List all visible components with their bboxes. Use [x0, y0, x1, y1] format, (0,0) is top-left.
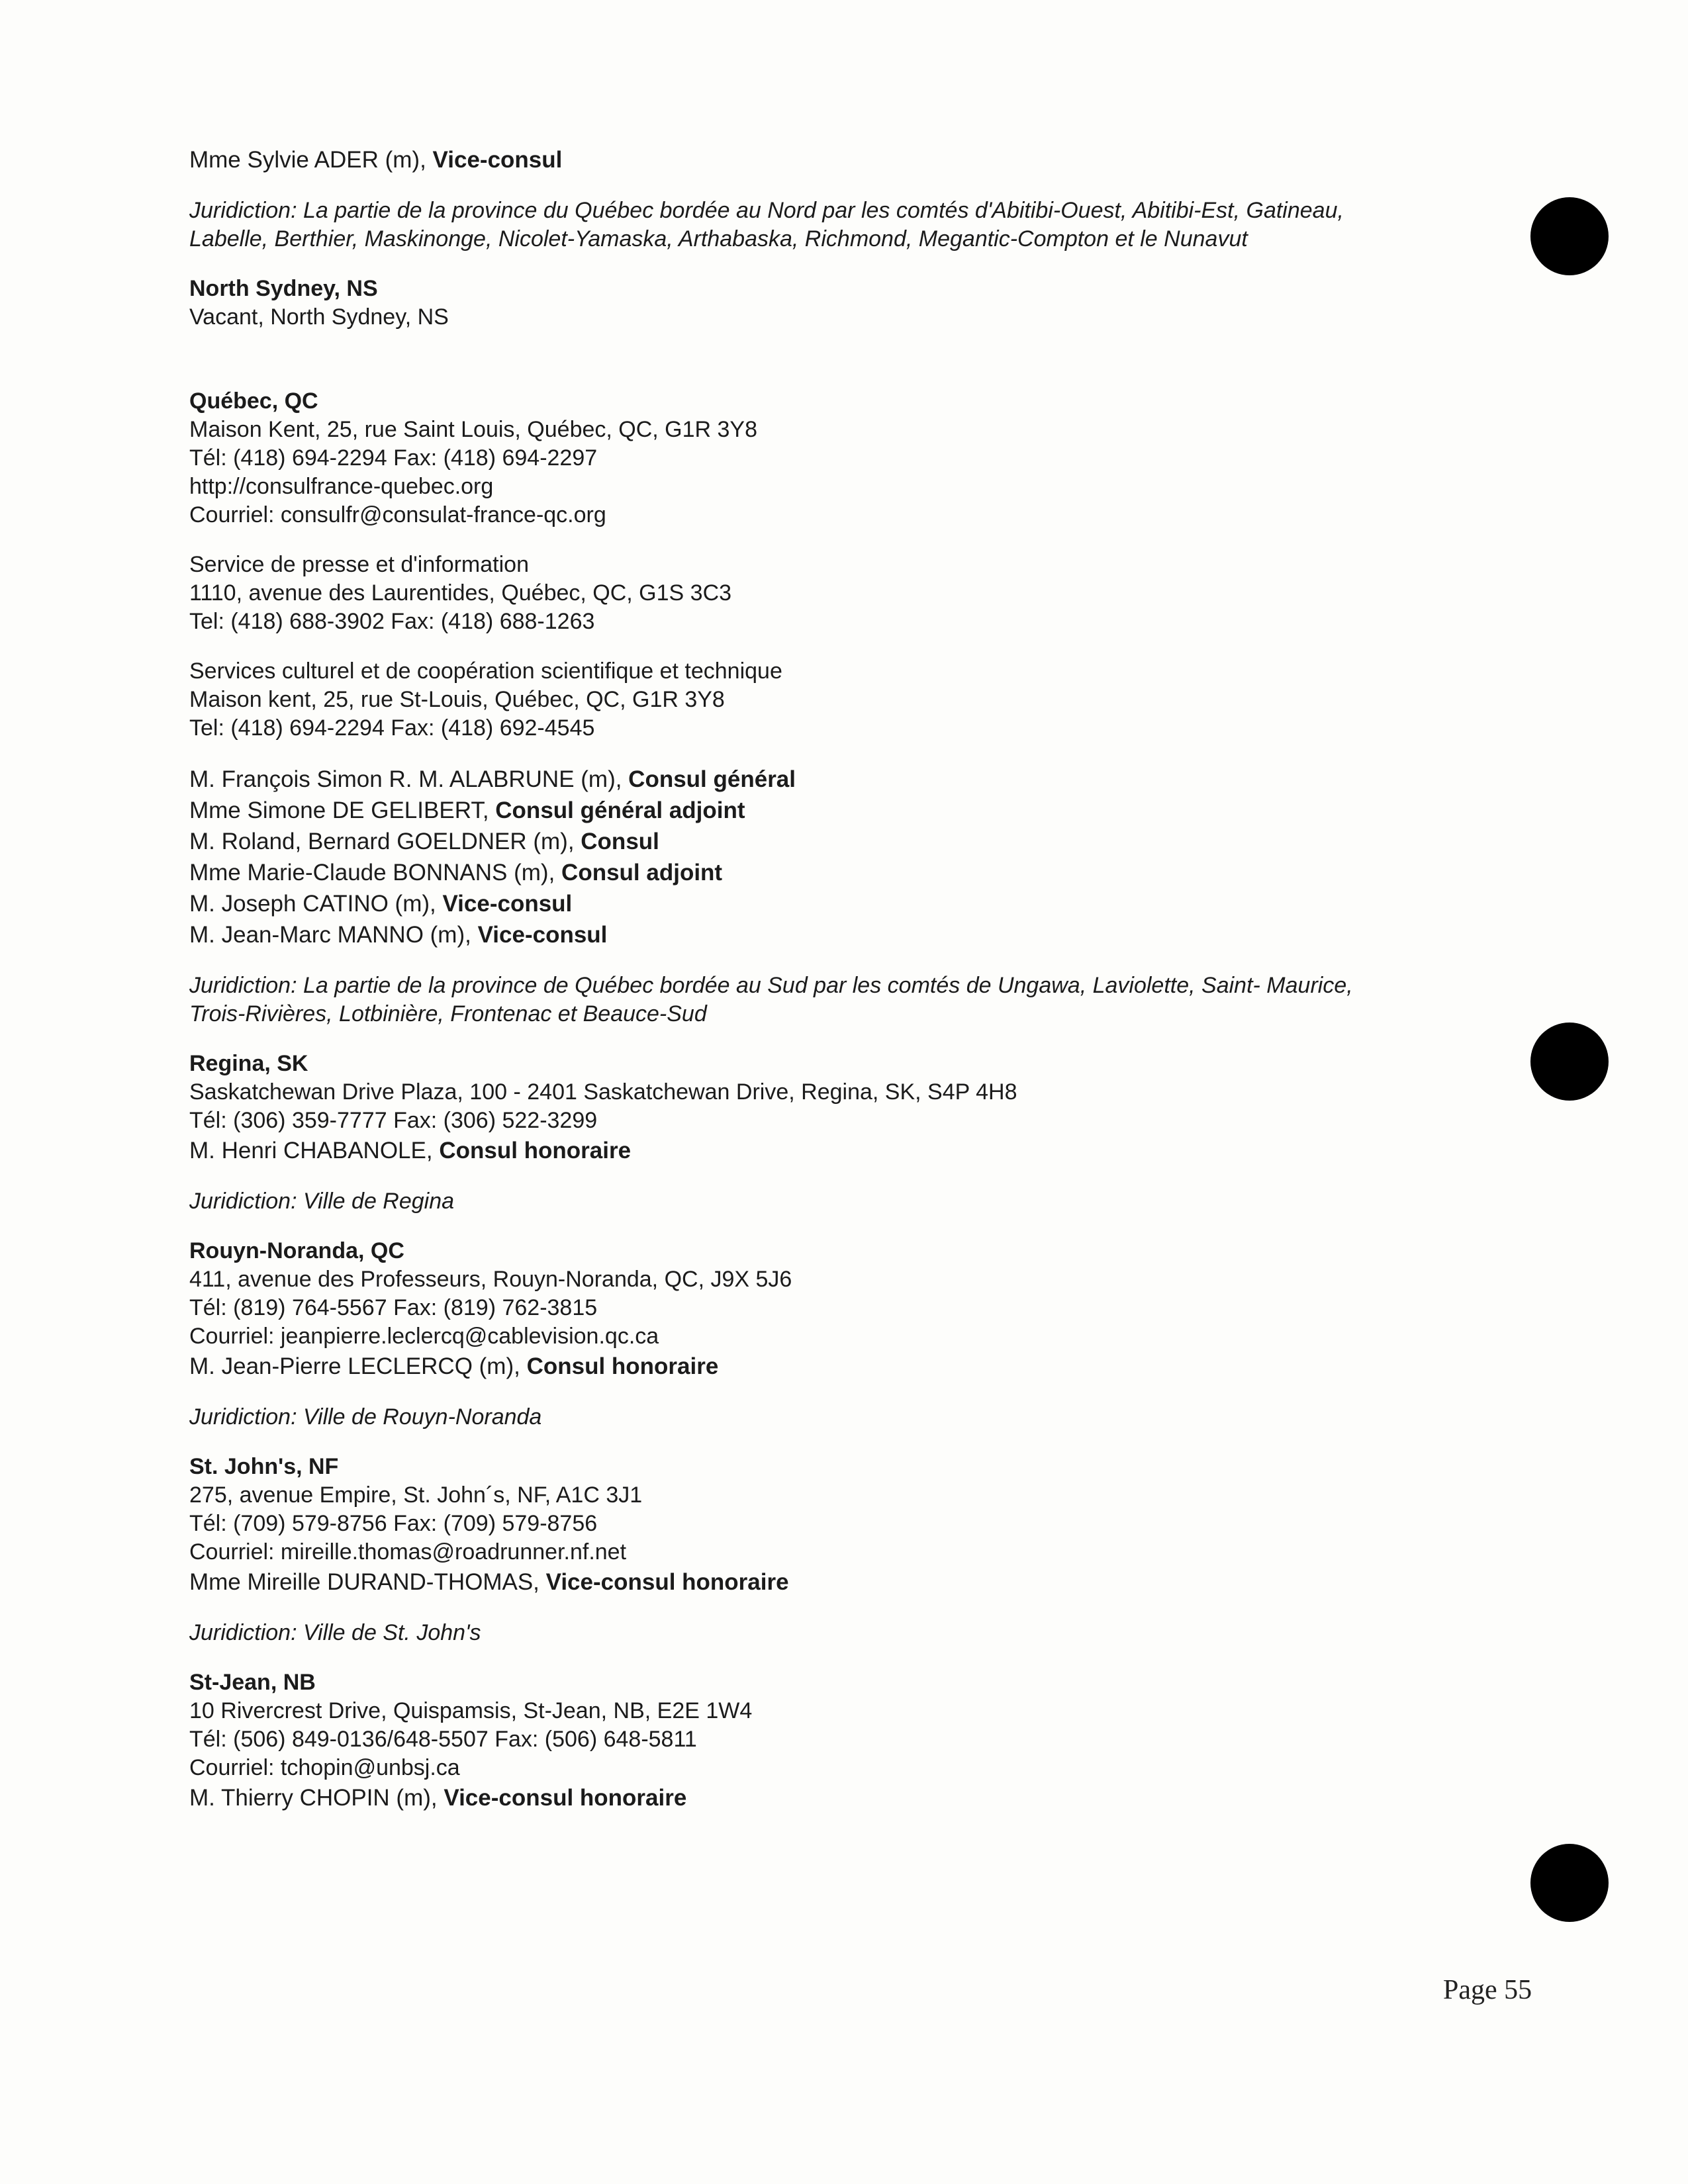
section-heading-quebec: Québec, QC — [189, 388, 318, 414]
website-line: http://consulfrance-quebec.org — [189, 474, 494, 499]
jurisdiction-text: Juridiction: La partie de la province du Québec bordée au Nord par les comtés d'Abitibi-Ouest, Abitibi-Est, Gatineau, — [189, 198, 1344, 223]
phone-line: Tél: (506) 849-0136/648-5507 Fax: (506) 648-5811 — [189, 1727, 697, 1752]
address-line: 1110, avenue des Laurentides, Québec, QC, G1S 3C3 — [189, 580, 732, 606]
section-heading-rouyn-noranda: Rouyn-Noranda, QC — [189, 1238, 404, 1263]
culture-service-line: Services culturel et de coopération scientifique et technique — [189, 659, 782, 684]
email-line: Courriel: jeanpierre.leclercq@cablevision.qc.ca — [189, 1324, 659, 1349]
jurisdiction-text: Juridiction: La partie de la province de Québec bordée au Sud par les comtés de Ungawa, Laviolette, Saint- Maurice, — [189, 973, 1353, 998]
section-heading-st-jean: St-Jean, NB — [189, 1670, 316, 1695]
address-line: 10 Rivercrest Drive, Quispamsis, St-Jean, NB, E2E 1W4 — [189, 1698, 753, 1723]
address-line: Maison Kent, 25, rue Saint Louis, Québec, QC, G1R 3Y8 — [189, 417, 758, 442]
punch-hole-middle — [1530, 1023, 1609, 1101]
address-line: Vacant, North Sydney, NS — [189, 304, 449, 330]
address-line: 411, avenue des Professeurs, Rouyn-Noranda, QC, J9X 5J6 — [189, 1267, 792, 1292]
jurisdiction-text: Trois-Rivières, Lotbinière, Frontenac et Beauce-Sud — [189, 1001, 707, 1026]
official-line: Mme Marie-Claude BONNANS (m), Consul adjoint — [189, 860, 723, 886]
phone-line: Tél: (418) 694-2294 Fax: (418) 694-2297 — [189, 445, 598, 471]
official-line: M. Roland, Bernard GOELDNER (m), Consul — [189, 829, 659, 854]
official-line: M. Jean-Marc MANNO (m), Vice-consul — [189, 922, 608, 948]
phone-line: Tel: (418) 688-3902 Fax: (418) 688-1263 — [189, 609, 595, 634]
section-heading-regina: Regina, SK — [189, 1051, 308, 1076]
email-line: Courriel: consulfr@consulat-france-qc.org — [189, 502, 606, 527]
phone-line: Tél: (306) 359-7777 Fax: (306) 522-3299 — [189, 1108, 598, 1133]
official-line: Mme Simone DE GELIBERT, Consul général adjoint — [189, 797, 745, 823]
address-line: Maison kent, 25, rue St-Louis, Québec, QC, G1R 3Y8 — [189, 687, 725, 712]
official-line: Mme Mireille DURAND-THOMAS, Vice-consul honoraire — [189, 1569, 789, 1595]
official-line: M. François Simon R. M. ALABRUNE (m), Consul général — [189, 766, 796, 792]
page-number: Page 55 — [1443, 1975, 1532, 2005]
punch-hole-bottom — [1530, 1844, 1609, 1922]
address-line: 275, avenue Empire, St. John´s, NF, A1C 3J1 — [189, 1482, 643, 1508]
address-line: Saskatchewan Drive Plaza, 100 - 2401 Saskatchewan Drive, Regina, SK, S4P 4H8 — [189, 1079, 1017, 1105]
email-line: Courriel: tchopin@unbsj.ca — [189, 1755, 460, 1780]
press-service-line: Service de presse et d'information — [189, 552, 529, 577]
official-line: M. Jean-Pierre LECLERCQ (m), Consul honoraire — [189, 1353, 719, 1379]
jurisdiction-text: Juridiction: Ville de Regina — [189, 1189, 455, 1214]
email-line: Courriel: mireille.thomas@roadrunner.nf.net — [189, 1539, 627, 1565]
phone-line: Tél: (819) 764-5567 Fax: (819) 762-3815 — [189, 1295, 598, 1320]
official-line: M. Joseph CATINO (m), Vice-consul — [189, 891, 573, 917]
phone-line: Tel: (418) 694-2294 Fax: (418) 692-4545 — [189, 715, 595, 741]
official-line: M. Thierry CHOPIN (m), Vice-consul honoraire — [189, 1785, 687, 1811]
phone-line: Tél: (709) 579-8756 Fax: (709) 579-8756 — [189, 1511, 598, 1536]
official-line: Mme Sylvie ADER (m), Vice-consul — [189, 147, 563, 173]
section-heading-st-johns: St. John's, NF — [189, 1454, 339, 1479]
document-body — [189, 144, 1487, 1813]
punch-hole-top — [1530, 197, 1609, 275]
jurisdiction-text: Juridiction: Ville de St. John's — [189, 1620, 481, 1645]
section-heading-north-sydney: North Sydney, NS — [189, 276, 378, 301]
jurisdiction-text: Labelle, Berthier, Maskinonge, Nicolet-Yamaska, Arthabaska, Richmond, Megantic-Compton et le Nunavut — [189, 226, 1248, 251]
jurisdiction-text: Juridiction: Ville de Rouyn-Noranda — [189, 1404, 542, 1430]
official-line: M. Henri CHABANOLE, Consul honoraire — [189, 1138, 632, 1163]
